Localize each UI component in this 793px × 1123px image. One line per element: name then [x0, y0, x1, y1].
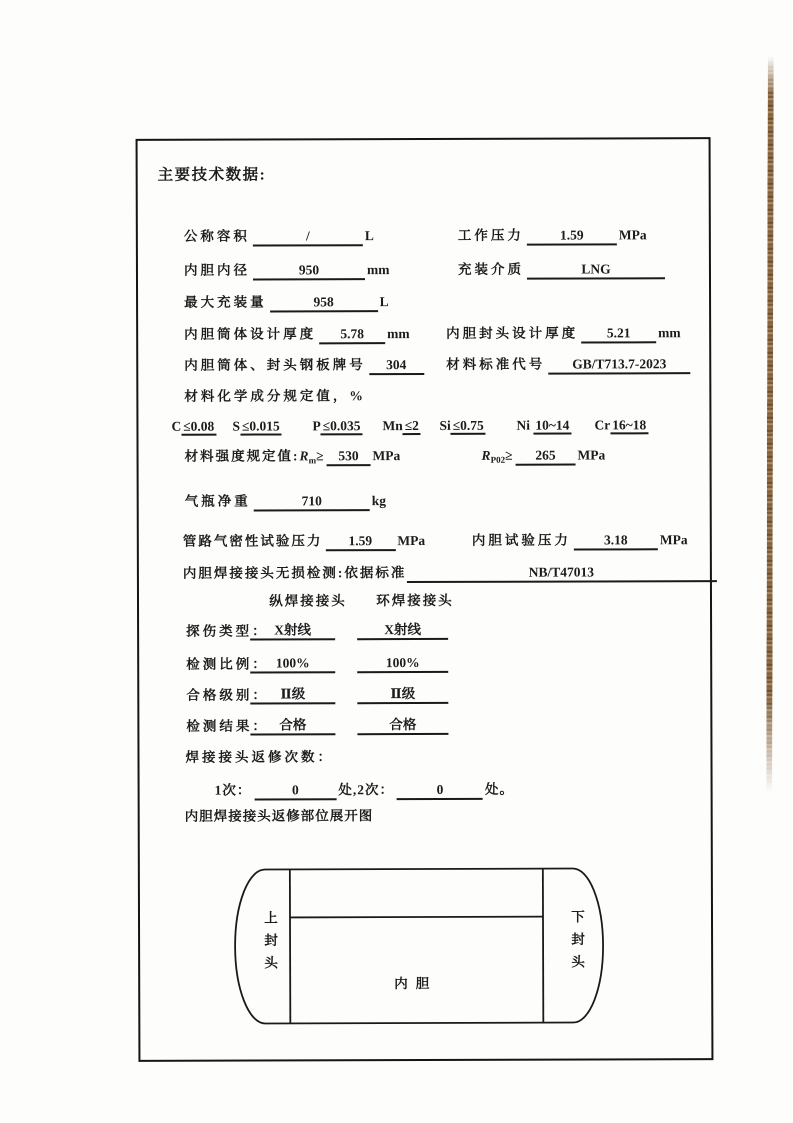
ndt-col2-header: 环焊接接头 [376, 592, 454, 609]
field-unit: MPa [397, 532, 426, 549]
field-value: 530 [326, 447, 370, 466]
chem-p: P ≤0.035 [312, 416, 362, 435]
label-inner-vessel: 内胆 [394, 975, 438, 992]
field-working-pressure [458, 225, 647, 245]
field-value: 5.21 [581, 324, 656, 343]
field-label: 内胆筒体、封头钢板牌号 [184, 357, 366, 373]
vessel-diagram [233, 865, 610, 1028]
field-pipe-test-pressure [183, 531, 425, 551]
field-label: 最大充装量 [184, 294, 267, 310]
chem-si: Si ≤0.75 [439, 416, 485, 435]
ndt-col1-header: 纵焊接接头 [269, 593, 347, 609]
diagram-caption: 内胆焊接接头返修部位展开图 [184, 808, 374, 824]
rp-symbol: R [481, 447, 491, 463]
label-bottom-head: 下封头 [568, 909, 585, 978]
field-value: 950 [253, 261, 365, 280]
rm-symbol: R [299, 448, 309, 464]
field-label: 管路气密性试验压力 [182, 533, 323, 549]
field-unit: MPa [659, 532, 688, 548]
field-unit: MPa [618, 227, 647, 243]
field-label: 材料标准代号 [446, 356, 546, 372]
field-value: 5.78 [319, 325, 385, 344]
field-value: GB/T713.7-2023 [548, 355, 690, 374]
field-value: LNG [527, 260, 665, 279]
field-unit: mm [658, 325, 681, 341]
field-label: 充装介质 [457, 261, 524, 277]
field-unit: L [364, 228, 374, 244]
field-unit: L [379, 294, 389, 310]
chem-mn: Mn ≤2 [382, 416, 420, 435]
field-value: 265 [515, 447, 575, 466]
vessel-outline-drawing [233, 865, 610, 1028]
label-top-head: 上封头 [261, 910, 278, 979]
repair-counts: 1次： 0 处,2次： 0 处。 [215, 780, 514, 800]
field-value: 1.59 [325, 532, 395, 551]
chem-cr: Cr 16~18 [594, 415, 648, 434]
repair-title: 焊接接头返修次数： [185, 749, 335, 765]
field-label: 内胆内径 [183, 262, 250, 278]
field-filling-medium [458, 259, 665, 279]
field-value: 3.18 [574, 531, 658, 550]
field-label: 内胆焊接接头无损检测:依据标准 [182, 565, 407, 581]
field-label: 内胆封头设计厚度 [446, 325, 579, 341]
field-strength-rp02: $R_{P02}\ge 265$ MPa [481, 447, 606, 465]
field-inner-diameter [184, 260, 390, 280]
field-unit: MPa [577, 447, 606, 463]
field-net-weight [185, 491, 386, 511]
field-label: 内胆试验压力 [471, 532, 571, 548]
document-frame [136, 137, 714, 1062]
ndt-row-grade: 合格级别： Ⅱ级 Ⅱ级 [186, 685, 516, 705]
field-label: 材料强度规定值: [184, 448, 300, 464]
field-value: 710 [254, 492, 370, 511]
ndt-row-ratio: 检测比例： 100% 100% [186, 654, 516, 674]
field-value: / [253, 227, 363, 246]
field-nominal-volume [184, 226, 374, 246]
ndt-row-type: 探伤类型： X射线 X射线 [186, 621, 516, 641]
field-unit: kg [371, 493, 386, 509]
field-unit: mm [387, 326, 410, 342]
field-label: 工作压力 [457, 227, 524, 243]
chem-ni: Ni 10~14 [516, 416, 571, 435]
field-value: NB/T47013 [406, 563, 716, 583]
field-unit: MPa [372, 448, 401, 464]
chemistry-title: 材料化学成分规定值，% [184, 388, 366, 404]
chem-s: S ≤0.015 [232, 416, 281, 435]
field-label: 内胆筒体设计厚度 [184, 326, 317, 342]
field-label: 气瓶净重 [184, 493, 251, 509]
chem-c: C ≤0.08 [171, 417, 216, 436]
field-vessel-test-pressure [472, 530, 688, 550]
field-label: 公称容积 [183, 228, 250, 244]
field-shell-thickness [184, 324, 410, 344]
repair-once-value: 0 [254, 781, 336, 800]
repair-twice-value: 0 [397, 781, 483, 800]
field-ndt-basis [183, 562, 717, 583]
ndt-table-headers [260, 591, 463, 611]
scan-binding-edge [766, 56, 774, 792]
field-value: 958 [270, 293, 378, 312]
field-max-filling [184, 292, 389, 312]
field-plate-grade [184, 355, 424, 375]
page-title: 主要技术数据: [157, 166, 267, 184]
field-unit: mm [366, 262, 390, 278]
ndt-row-result: 检测结果： 合格 合格 [186, 716, 516, 736]
field-head-thickness [446, 323, 681, 343]
field-value: 1.59 [527, 226, 617, 245]
field-strength-rm: 材料强度规定值$:R_m\ge 530$ MPa [184, 448, 401, 466]
field-material-standard [446, 354, 690, 374]
field-value: 304 [369, 356, 424, 375]
